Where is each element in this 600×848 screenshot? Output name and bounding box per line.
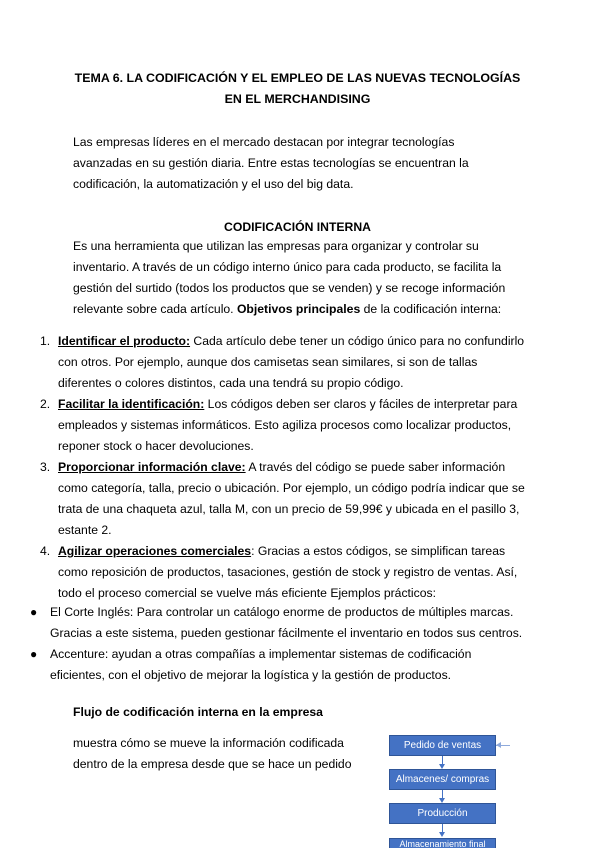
document-title	[60, 68, 535, 110]
example-item	[30, 644, 528, 686]
document-title-line-2: EN EL MERCHANDISING	[224, 92, 371, 106]
objective-number: 3.	[40, 460, 51, 474]
objective-item	[40, 457, 528, 541]
objective-item	[40, 394, 528, 457]
objective-number: 4.	[40, 544, 51, 558]
examples-list	[30, 602, 528, 686]
objective-text: A través del código se puede saber información como categoría, talla, precio o ubicación. Por ejemplo, un código podría indicar que se trata de una chaqueta azul, talla M, con un precio de 59,99€ y ubicada en el pasillo 3, estante 2.	[58, 460, 525, 537]
objective-item	[40, 541, 528, 604]
flow-step-box: Producción	[389, 803, 496, 824]
objectives-list	[40, 331, 528, 604]
section-title: CODIFICACIÓN INTERNA	[224, 220, 371, 234]
objective-title: Agilizar operaciones comerciales	[58, 544, 252, 558]
objective-item	[40, 331, 528, 394]
example-text: Accenture: ayudan a otras compañías a implementar sistemas de codificación eficientes, con el objetivo de mejorar la logística y la gestión de productos.	[50, 647, 472, 682]
objective-number: 2.	[40, 397, 51, 411]
section-intro-text: Es una herramienta que utilizan las empresas para organizar y controlar su inventario. A través de un código interno único para cada producto, se facilita la gestión del surtido (todos los productos que se venden) y se recoge información relevante sobre cada artículo.	[73, 239, 506, 316]
section-intro-bold: Objetivos principales	[236, 302, 361, 316]
objective-title: Facilitar la identificación:	[58, 397, 205, 411]
document-title-line-1: TEMA 6. LA CODIFICACIÓN Y EL EMPLEO DE LAS NUEVAS TECNOLOGÍAS	[74, 71, 521, 85]
objective-text: : Gracias a estos códigos, se simplifican tareas como reposición de productos, tasaciones, gestión de stock y registro de ventas. Así, todo el proceso comercial se vuelve más eficiente Ejemplos prácticos:	[58, 544, 518, 600]
example-text: El Corte Inglés: Para controlar un catálogo enorme de productos de múltiples marcas. Gracias a este sistema, pueden gestionar fácilmente el inventario en todos sus centros.	[50, 605, 523, 640]
arrow-down-icon	[439, 832, 445, 837]
flow-step-box: Almacenes/ compras	[389, 769, 496, 790]
section-intro-paragraph	[73, 236, 513, 320]
objective-title: Identificar el producto:	[58, 334, 191, 348]
objective-text: Cada artículo debe tener un código único para no confundirlo con otros. Por ejemplo, aunque dos camisetas sean similares, si son de tallas diferentes o colores distintos, cada una tendrá su propio código.	[58, 334, 525, 390]
objective-text: Los códigos deben ser claros y fáciles de interpretar para empleados y sistemas informáticos. Esto agiliza procesos como localizar productos, reponer stock o hacer devoluciones.	[58, 397, 518, 453]
example-item	[30, 602, 528, 644]
flow-step-box: Pedido de ventas	[389, 735, 496, 756]
section-intro-end: de la codificación interna:	[360, 302, 502, 316]
objective-title: Proporcionar información clave:	[58, 460, 246, 474]
flow-title: Flujo de codificación interna en la empresa	[73, 705, 323, 719]
incoming-arrow-icon	[496, 742, 501, 748]
flow-description: muestra cómo se mueve la información codificada dentro de la empresa desde que se hace un pedido	[73, 736, 352, 771]
bullet-icon: ●	[30, 605, 38, 619]
flow-step-box: Almacenamiento final	[389, 838, 496, 848]
objective-number: 1.	[40, 334, 51, 348]
bullet-icon: ●	[30, 647, 38, 661]
intro-paragraph: Las empresas líderes en el mercado destacan por integrar tecnologías avanzadas en su gestión diaria. Entre estas tecnologías se encuentran la codificación, la automatización y el uso del big data.	[73, 135, 469, 191]
